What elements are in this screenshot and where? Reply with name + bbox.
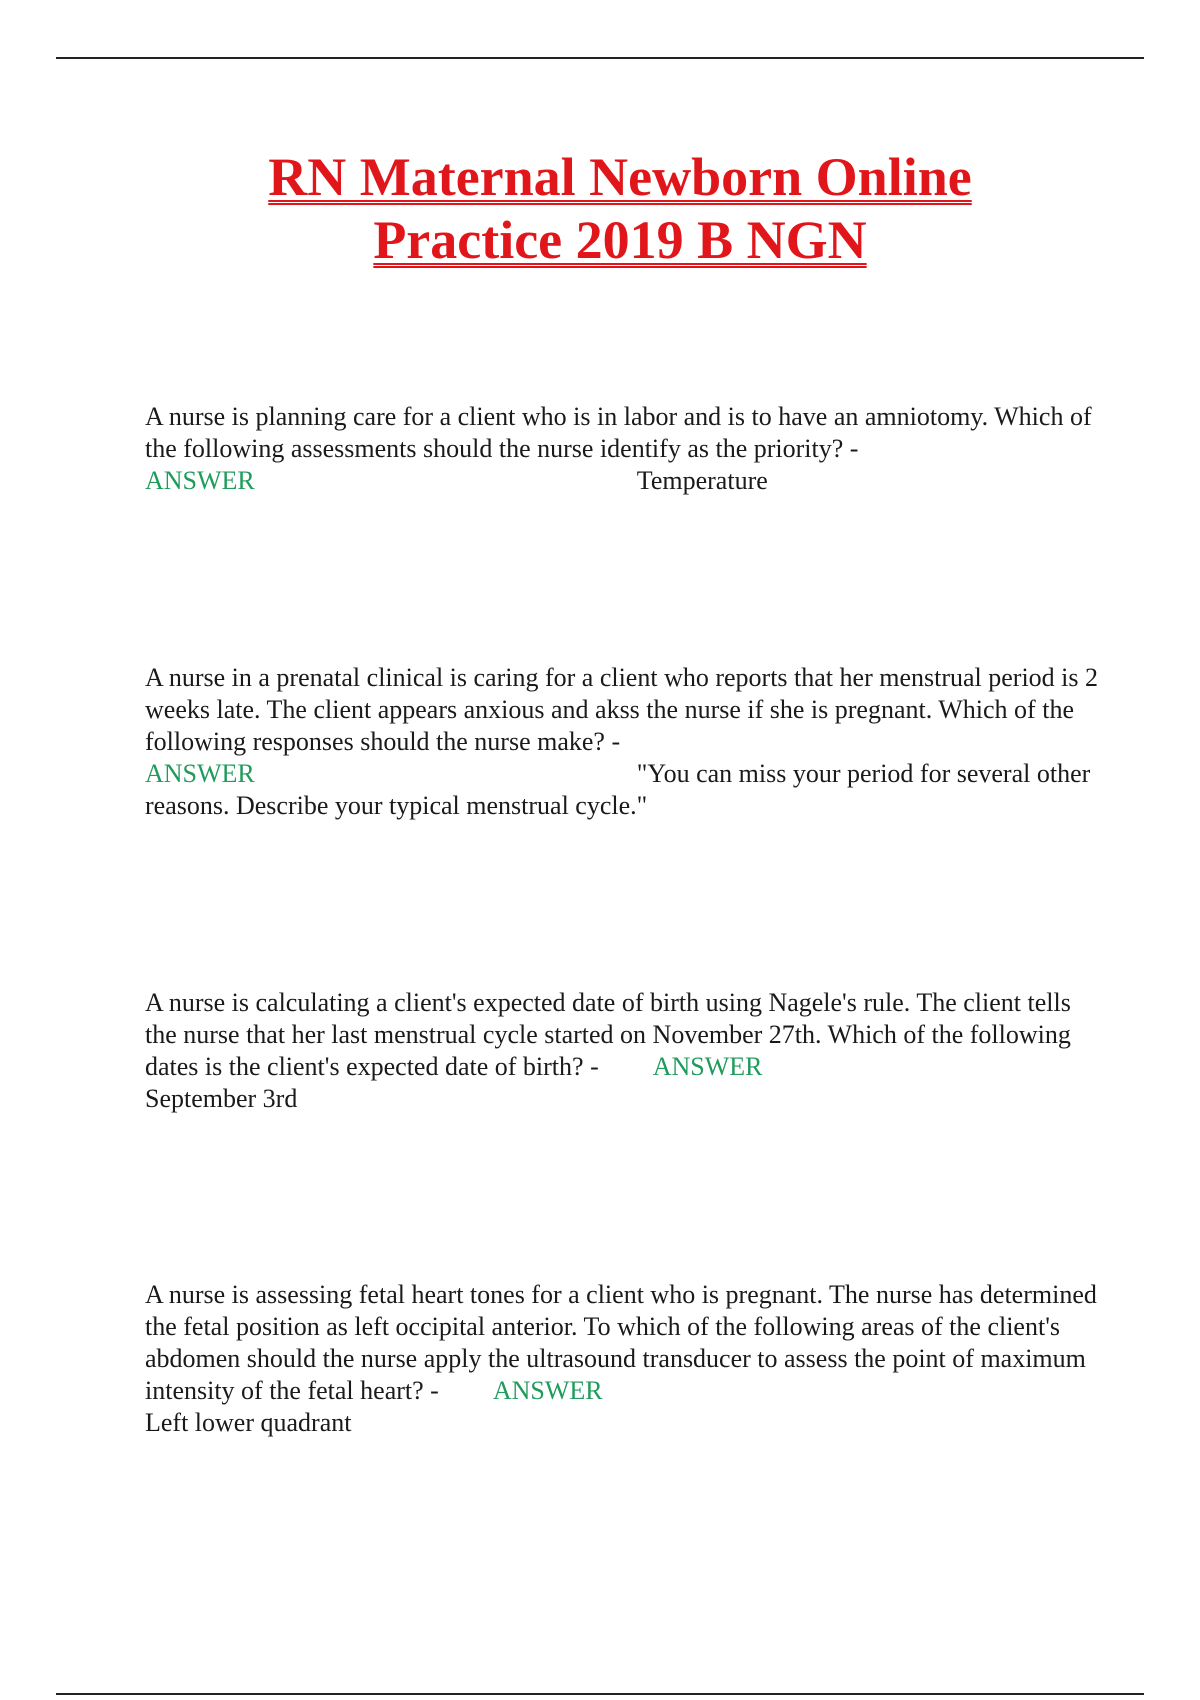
answer-label: ANSWER [145,466,255,495]
answer-text: Left lower quadrant [145,1408,352,1437]
title-line-2: Practice 2019 B NGN [373,210,867,270]
question-block [145,401,1105,497]
answer-text: September 3rd [145,1084,298,1113]
answer-text: Temperature [636,466,768,495]
answer-text: "You can miss your period for several other reasons. Describe your typical menstrual cycle." [145,759,1091,820]
top-rule [56,57,1144,59]
bottom-rule [56,1693,1144,1695]
answer-label: ANSWER [145,759,255,788]
answer-label: ANSWER [652,1052,763,1081]
question-block [145,987,1105,1115]
title-line-1: RN Maternal Newborn Online [268,147,972,207]
question-block [145,662,1105,822]
answer-label: ANSWER [492,1376,603,1405]
question-text: A nurse is calculating a client's expected date of birth using Nagele's rule. The client tells the nurse that her last menstrual cycle started on November 27th. Which of the following dates is the client's expected date of birth? - [145,988,1071,1081]
question-text: A nurse in a prenatal clinical is caring for a client who reports that her menstrual period is 2 weeks late. The client appears anxious and akss the nurse if she is pregnant. Which of the following responses should the nurse make? - [145,663,1099,756]
document-title [100,146,1140,272]
question-block [145,1279,1105,1439]
question-text: A nurse is assessing fetal heart tones for a client who is pregnant. The nurse has determined the fetal position as left occipital anterior. To which of the following areas of the client's abdomen should the nurse apply the ultrasound transducer to assess the point of maximum intensity of the fetal heart? - [145,1280,1097,1405]
question-text: A nurse is planning care for a client who is in labor and is to have an amniotomy. Which of the following assessments should the nurse identify as the priority? - [145,402,1092,463]
